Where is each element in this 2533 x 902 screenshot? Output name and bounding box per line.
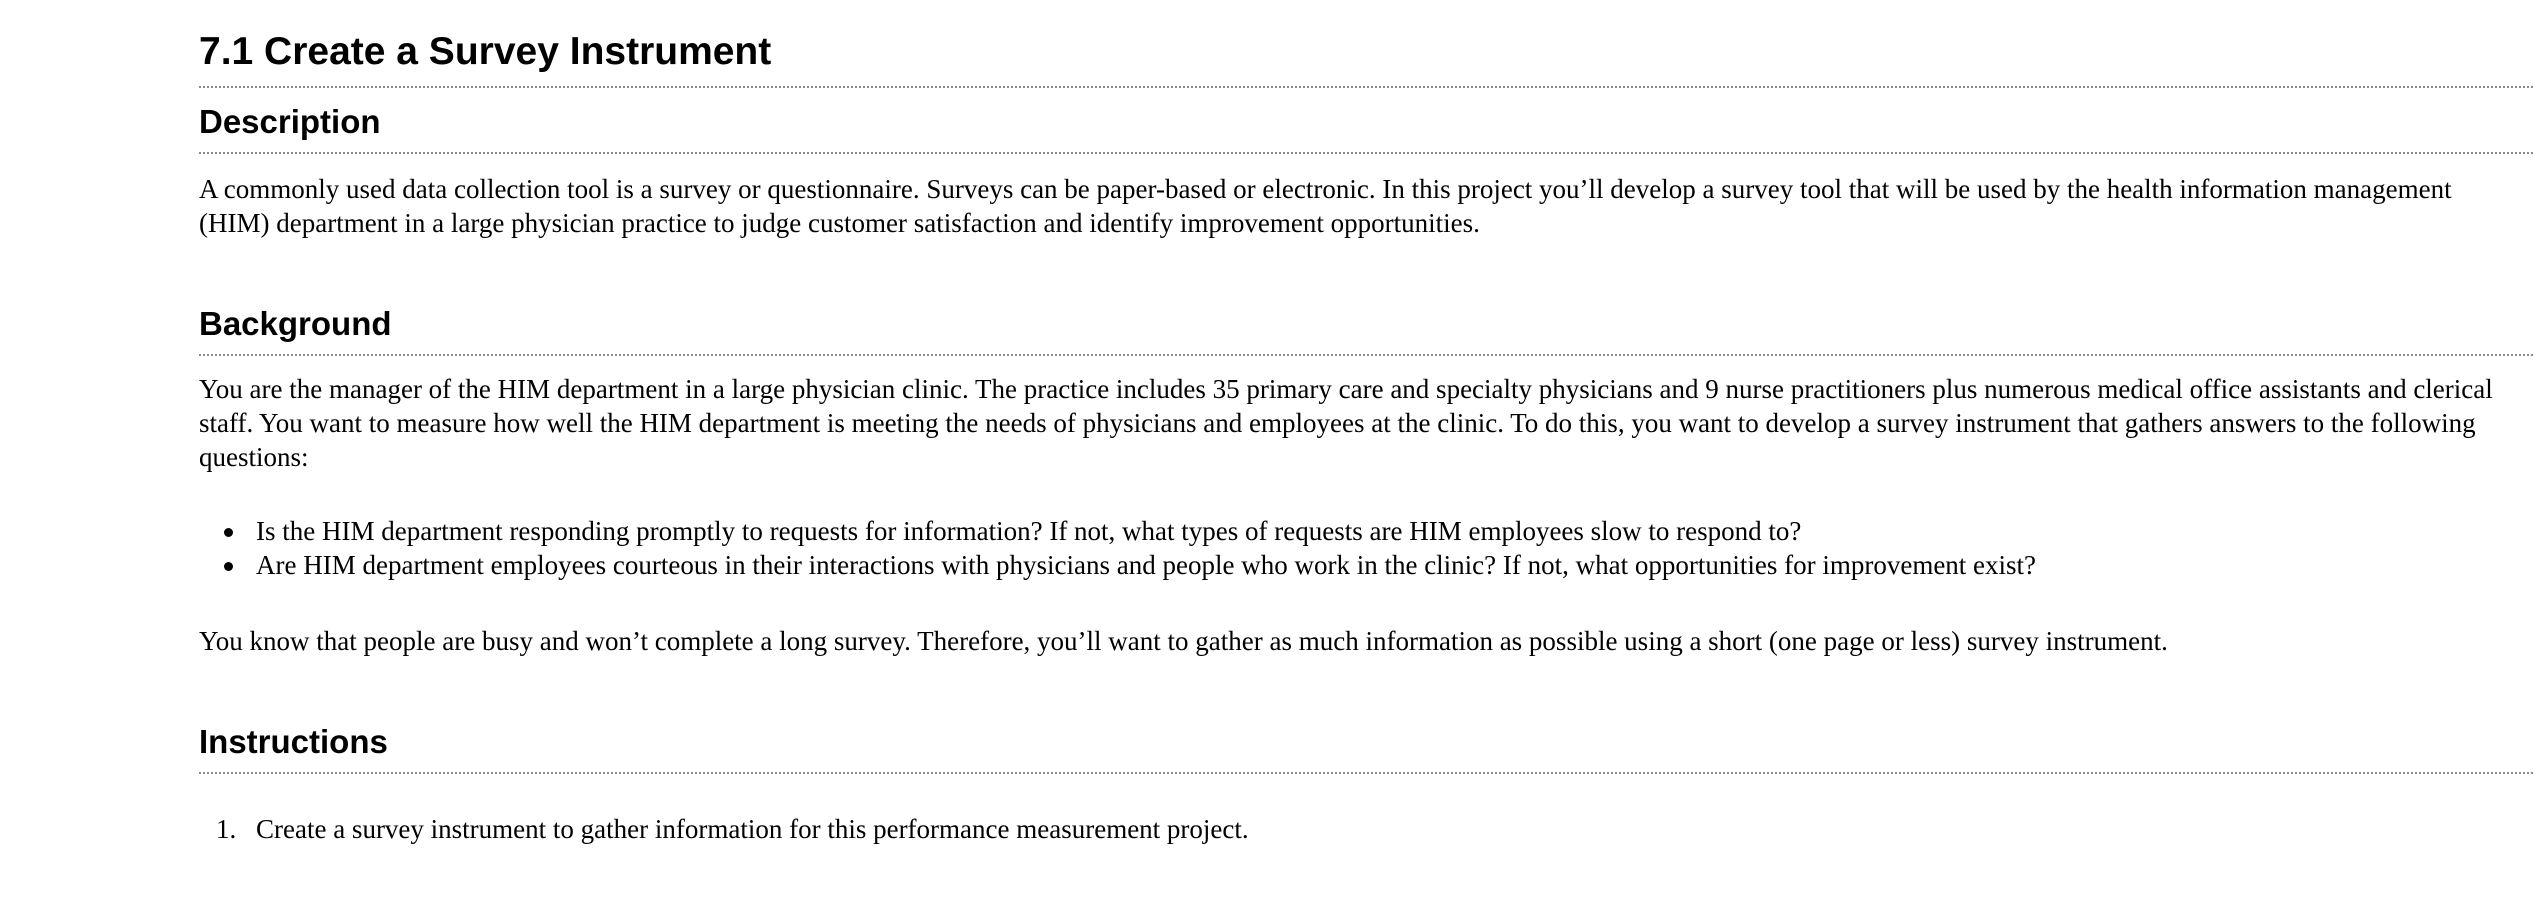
closing-paragraph: You know that people are busy and won’t complete a long survey. Therefore, you’ll want to gather as much information as possible using a short (one page or less) survey instrument. <box>199 626 2168 656</box>
instruction-list <box>199 812 2533 846</box>
document-page <box>199 0 2533 846</box>
background-heading: Background <box>199 304 2533 356</box>
instructions-heading: Instructions <box>199 722 2533 774</box>
description-section <box>199 102 2533 240</box>
question-list <box>199 514 2533 582</box>
question-item: Are HIM department employees courteous in their interactions with physicians and people who work in the clinic? If not, what opportunities for improvement exist? <box>256 548 2533 582</box>
background-section <box>199 304 2533 658</box>
description-paragraph: A commonly used data collection tool is a survey or questionnaire. Surveys can be paper-based or electronic. In this project you’ll develop a survey tool that will be used by the health information management (HIM) department in a large physician practice to judge customer satisfaction and identify improvement opportunities. <box>199 174 2452 238</box>
instruction-step <box>216 812 2533 846</box>
description-heading: Description <box>199 102 2533 154</box>
page-title: 7.1 Create a Survey Instrument <box>199 0 2533 88</box>
step-text: Create a survey instrument to gather information for this performance measurement project. <box>256 814 1249 844</box>
background-paragraph: You are the manager of the HIM department in a large physician clinic. The practice includes 35 primary care and specialty physicians and 9 nurse practitioners plus numerous medical office assistants and clerical staff. You want to measure how well the HIM department is meeting the needs of physicians and employees at the clinic. To do this, you want to develop a survey instrument that gathers answers to the following questions: <box>199 374 2493 472</box>
instructions-section <box>199 722 2533 846</box>
question-item: Is the HIM department responding promptly to requests for information? If not, what types of requests are HIM employees slow to respond to? <box>256 514 2533 548</box>
step-number: 1. <box>216 814 237 844</box>
